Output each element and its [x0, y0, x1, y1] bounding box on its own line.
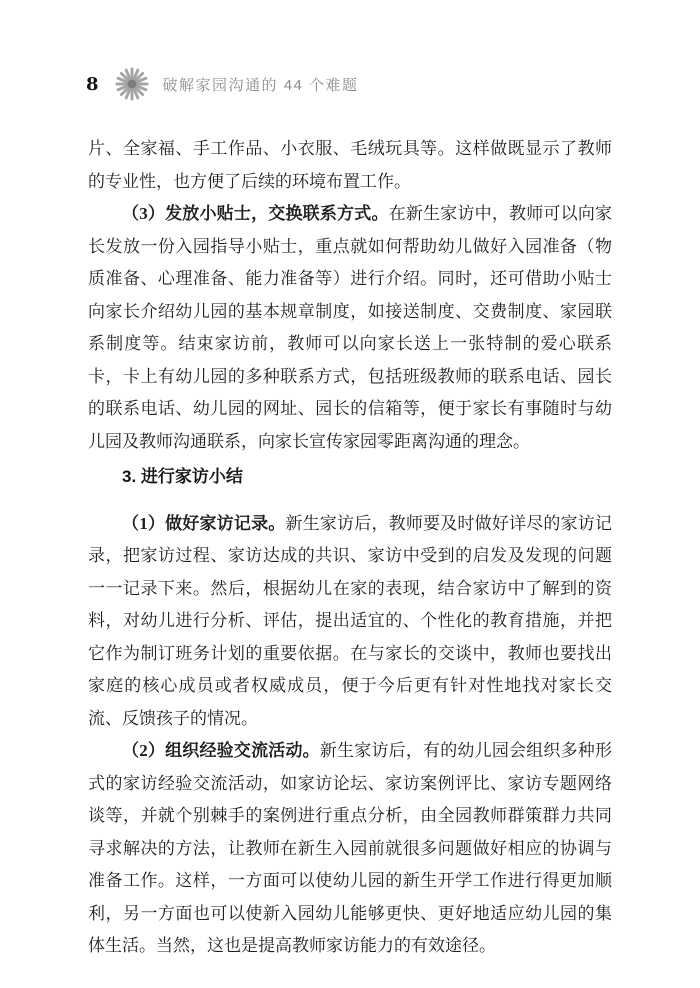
- paragraph-lead: （3）发放小贴士，交换联系方式。: [122, 204, 389, 223]
- running-head: [86, 64, 359, 104]
- page-number: 8: [86, 73, 99, 95]
- paragraph-continuation: [88, 133, 612, 198]
- paragraph-lead: （2）组织经验交流活动。: [122, 741, 320, 760]
- paragraph-text: 新生家访后，有的幼儿园会组织多种形式的家访经验交流活动，如家访论坛、家访案例评比、家访专题网络谈等，并就个别棘手的案例进行重点分析，由全园教师群策群力共同寻求解决的方法，让教师在新生入园前就很多问题做好相应的协调与准备工作。这样，一方面可以使幼儿园的新生开学工作进行得更加顺利，另一方面也可以使新入园幼儿能够更快、更好地适应幼儿园的集体生活。当然，这也是提高教师家访能力的有效途径。: [88, 741, 613, 955]
- paragraph-text: 片、全家福、手工作品、小衣服、毛绒玩具等。这样做既显示了教师的专业性，也方便了后续的环境布置工作。: [88, 139, 612, 191]
- paragraph-exchange: [88, 735, 612, 963]
- paragraph-text: 在新生家访中，教师可以向家长发放一份入园指导小贴士，重点就如何帮助幼儿做好入园准备（物质准备、心理准备、能力准备等）进行介绍。同时，还可借助小贴士向家长介绍幼儿园的基本规章制度，如接送制度、交费制度、家园联系制度等。结束家访前，教师可以向家长送上一张特制的爱心联系卡，卡上有幼儿园的多种联系方式，包括班级教师的联系电话、园长的联系电话、幼儿园的网址、园长的信箱等，便于家长有事随时与幼儿园及教师沟通联系，向家长宣传家园零距离沟通的理念。: [88, 204, 613, 451]
- paragraph-record: [88, 508, 612, 736]
- running-head-title: 破解家园沟通的 44 个难题: [162, 76, 359, 94]
- paragraph-lead: （1）做好家访记录。: [122, 513, 286, 533]
- section-heading: 3. 进行家访小结: [122, 467, 243, 486]
- paragraph-text: 新生家访后，教师要及时做好详尽的家访记录，把家访过程、家访达成的共识、家访中受到的启发及发现的问题一一记录下来。然后，根据幼儿在家的表现，结合家访中了解到的资料，对幼儿进行分析、评估，提出适宜的、个性化的教育措施，并把它作为制订班务计划的重要依据。在与家长的交谈中，教师也要找出家庭的核心成员或者权威成员，便于今后更有针对性地找对家长交流、反馈孩子的情况。: [88, 513, 613, 728]
- paragraph-tip3: [88, 198, 612, 458]
- flower-starburst-icon: [114, 66, 150, 102]
- page-content: [88, 133, 612, 963]
